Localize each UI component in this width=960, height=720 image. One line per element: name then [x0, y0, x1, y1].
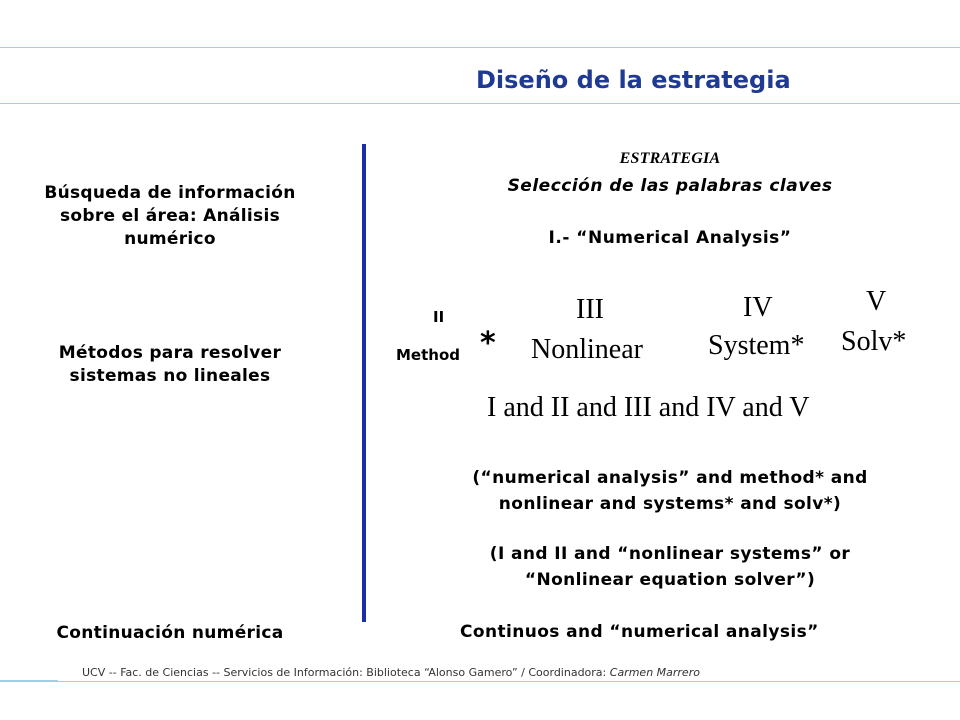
footer-rule [58, 681, 960, 682]
footer-author: Carmen Marrero [609, 666, 700, 679]
term-i: I.- “Numerical Analysis” [548, 228, 792, 248]
page-title: Diseño de la estrategia [476, 66, 791, 94]
footer-text: UCV -- Fac. de Ciencias -- Servicios de Información: Biblioteca “Alonso Gamero” / Coordinadora: [82, 666, 610, 679]
query-1-line-2: nonlinear and systems* and solv*) [498, 494, 842, 514]
query-3: Continuos and “numerical analysis” [460, 622, 819, 642]
footer-credits [82, 666, 700, 679]
top-rule [0, 47, 960, 48]
title-underline [0, 103, 960, 104]
term-iv-word: System* [708, 330, 805, 361]
term-iii-word: Nonlinear [531, 334, 643, 365]
term-iii-number: III [576, 294, 604, 325]
topic-information-search: Búsqueda de información sobre el área: Análisis numérico [44, 183, 296, 249]
keywords-heading: Selección de las palabras claves [507, 176, 833, 196]
term-ii-word: Method [396, 346, 460, 364]
term-ii-star: * [480, 326, 496, 361]
strategy-label: ESTRATEGIA [619, 150, 721, 167]
term-v-number: V [866, 286, 887, 317]
column-divider [362, 144, 366, 622]
query-2-line-1: (I and II and “nonlinear systems” or [489, 544, 851, 564]
term-v-word: Solv* [841, 326, 907, 357]
term-ii-number: II [433, 308, 445, 326]
combination-expression: I and II and III and IV and V [487, 392, 810, 423]
term-iv-number: IV [743, 292, 773, 323]
query-1-line-1: (“numerical analysis” and method* and [472, 468, 868, 488]
topic-nonlinear-methods: Métodos para resolver sistemas no lineales [58, 343, 282, 386]
footer-rule-accent [0, 680, 58, 682]
topic-numerical-continuation: Continuación numérica [56, 623, 284, 643]
query-2-line-2: “Nonlinear equation solver”) [524, 570, 816, 590]
